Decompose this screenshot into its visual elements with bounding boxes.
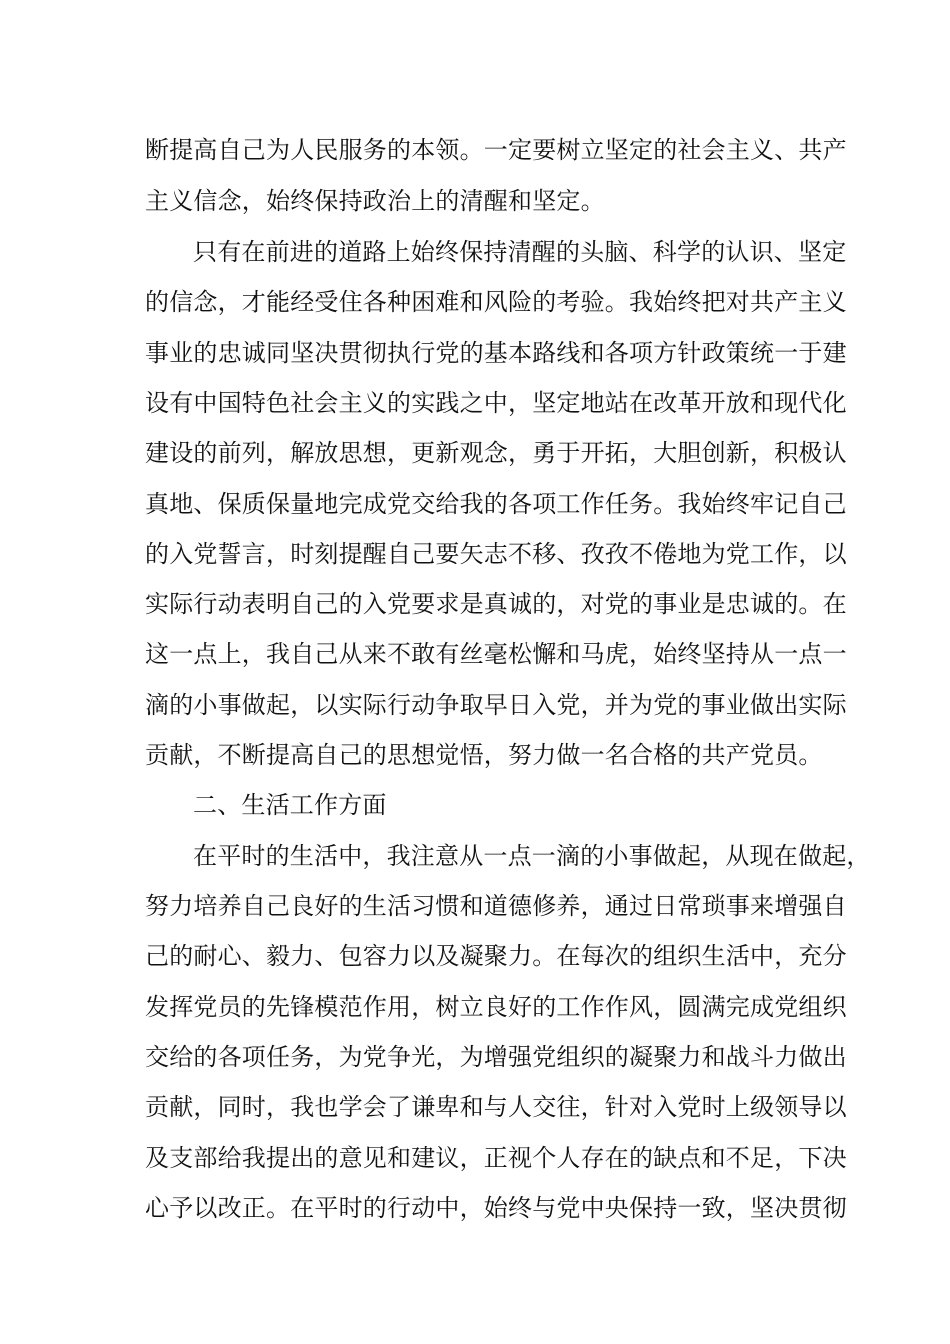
text-line: 及支部给我提出的意见和建议，正视个人存在的缺点和不足，下决 xyxy=(145,1144,847,1172)
text-line: 贡献，不断提高自己的思想觉悟，努力做一名合格的共产党员。 xyxy=(145,741,823,769)
text-line: 己的耐心、毅力、包容力以及凝聚力。在每次的组织生活中，充分 xyxy=(145,942,847,970)
text-line: 的信念，才能经受住各种困难和风险的考验。我始终把对共产主义 xyxy=(145,288,847,316)
text-line: 实际行动表明自己的入党要求是真诚的，对党的事业是忠诚的。在 xyxy=(145,590,847,618)
text-line: 主义信念，始终保持政治上的清醒和坚定。 xyxy=(145,187,605,215)
text-line: 设有中国特色社会主义的实践之中，坚定地站在改革开放和现代化 xyxy=(145,389,847,417)
text-line: 建设的前列，解放思想，更新观念，勇于开拓，大胆创新，积极认 xyxy=(145,439,847,467)
section-heading: 二、生活工作方面 xyxy=(193,791,387,819)
text-line: 努力培养自己良好的生活习惯和道德修养，通过日常琐事来增强自 xyxy=(145,892,847,920)
text-line: 这一点上，我自己从来不敢有丝毫松懈和马虎，始终坚持从一点一 xyxy=(145,640,847,668)
text-line: 事业的忠诚同坚决贯彻执行党的基本路线和各项方针政策统一于建 xyxy=(145,339,847,367)
text-line: 心予以改正。在平时的行动中，始终与党中央保持一致，坚决贯彻 xyxy=(145,1194,847,1222)
text-line: 发挥党员的先锋模范作用，树立良好的工作作风，圆满完成党组织 xyxy=(145,993,847,1021)
text-line: 交给的各项任务，为党争光，为增强党组织的凝聚力和战斗力做出 xyxy=(145,1043,847,1071)
text-line: 滴的小事做起，以实际行动争取早日入党，并为党的事业做出实际 xyxy=(145,691,847,719)
text-line: 真地、保质保量地完成党交给我的各项工作任务。我始终牢记自己 xyxy=(145,490,847,518)
text-line: 断提高自己为人民服务的本领。一定要树立坚定的社会主义、共产 xyxy=(145,136,847,164)
text-line: 在平时的生活中，我注意从一点一滴的小事做起，从现在做起， xyxy=(193,842,871,870)
text-line: 的入党誓言，时刻提醒自己要矢志不移、孜孜不倦地为党工作，以 xyxy=(145,540,847,568)
text-line: 贡献，同时，我也学会了谦卑和与人交往，针对入党时上级领导以 xyxy=(145,1093,847,1121)
text-line: 只有在前进的道路上始终保持清醒的头脑、科学的认识、坚定 xyxy=(193,238,847,266)
